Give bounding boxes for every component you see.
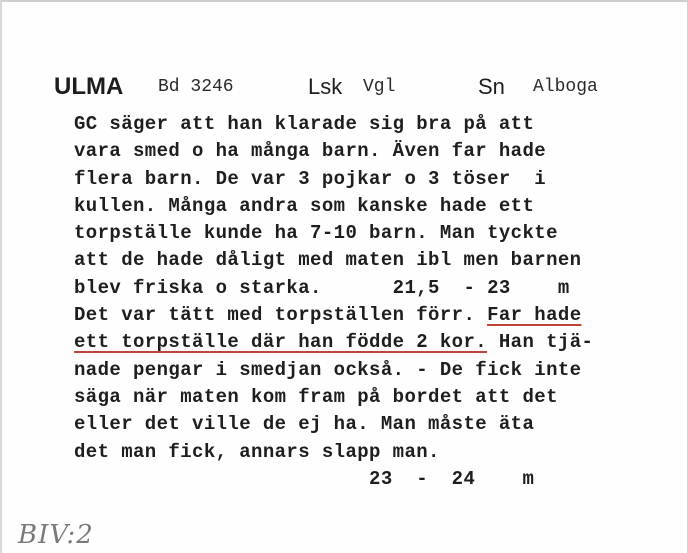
body-line-8-plain: Det var tätt med torpställen förr.: [74, 304, 488, 327]
body-line-5: torpställe kunde ha 7-10 barn. Man tyckte: [74, 222, 558, 245]
header-name: ULMA: [54, 73, 124, 100]
typed-body: [74, 111, 674, 493]
body-line-11: säga när maten kom fram på bordet att det: [74, 385, 558, 408]
body-line-13: det man fick, annars slapp man.: [74, 440, 440, 463]
body-line-6: att de hade dåligt med maten ibl men barnen: [74, 249, 582, 272]
body-line-1: GC säger att han klarade sig bra på att: [74, 113, 535, 135]
body-line-14: 23 - 24 m: [74, 467, 535, 490]
body-line-9: [74, 329, 674, 356]
body-line-9-underlined: ett torpställe där han födde 2 kor.: [74, 331, 488, 354]
body-line-7: blev friska o starka. 21,5 - 23 m: [74, 276, 570, 299]
body-line-10: nade pengar i smedjan också. - De fick inte: [74, 358, 582, 381]
body-line-9-plain: Han tjä-: [487, 331, 594, 354]
header-sn-label: Sn: [478, 74, 505, 99]
header-bd-number: Bd 3246: [158, 77, 234, 97]
handwritten-archive-mark: BIV:2: [18, 520, 94, 550]
body-line-12: eller det ville de ej ha. Man måste äta: [74, 413, 535, 436]
body-line-8: [74, 302, 674, 329]
card-top-edge: [0, 0, 688, 2]
body-line-3: flera barn. De var 3 pojkar o 3 töser i: [74, 167, 547, 190]
card-left-edge: [0, 0, 2, 553]
header-lsk-value: Vgl: [363, 77, 396, 97]
header-lsk-label: Lsk: [308, 74, 343, 99]
body-line-4: kullen. Många andra som kanske hade ett: [74, 194, 535, 217]
header-sn-value: Alboga: [533, 77, 598, 97]
body-line-2: vara smed o ha många barn. Även far hade: [74, 140, 547, 163]
body-line-8-underlined: Far hade: [487, 304, 582, 327]
